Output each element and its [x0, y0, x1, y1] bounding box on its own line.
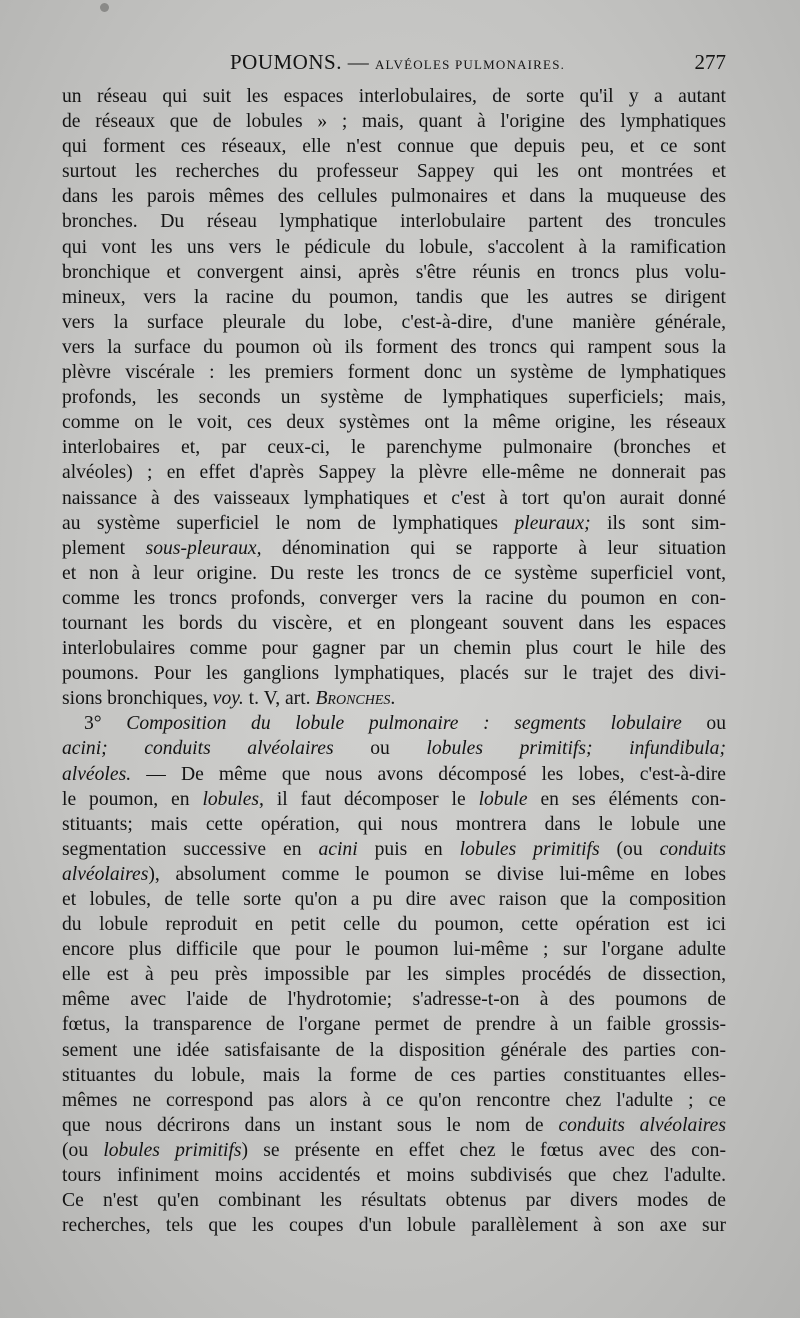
text-line: le poumon, en lobules, il faut décomposer le lobule en ses éléments con-: [62, 788, 726, 810]
text-line: alvéoles. — De même que nous avons décomposé les lobes, c'est-à-dire: [62, 763, 726, 785]
text-line: comme les troncs profonds, converger vers la racine du poumon en con-: [62, 587, 726, 609]
text-line: elle est à peu près impossible par les simples procédés de dissection,: [62, 964, 726, 986]
text-line: tours infiniment moins accidentés et moins subdivisés que chez l'adulte.: [62, 1165, 726, 1187]
text-line: profonds, les seconds un système de lymphatiques superficiels; mais,: [62, 387, 726, 409]
text-line: plement sous-pleuraux, dénomination qui se rapporte à leur situation: [62, 537, 726, 559]
text-line: interlobaires et, par ceux-ci, le parenchyme pulmonaire (bronches et: [62, 437, 726, 459]
text-line: encore plus difficile que pour le poumon lui-même ; sur l'organe adulte: [62, 939, 726, 961]
text-line: de réseaux que de lobules » ; mais, quant à l'origine des lymphatiques: [62, 111, 726, 133]
text-line: alvéolaires), absolument comme le poumon se divise lui-même en lobes: [62, 863, 726, 885]
text-line: sement une idée satisfaisante de la disposition générale des parties con-: [62, 1039, 726, 1061]
text-line: surtout les recherches du professeur Sappey qui les ont montrées et: [62, 161, 726, 183]
text-line: Ce n'est qu'en combinant les résultats obtenus par divers modes de: [62, 1190, 726, 1212]
text-line: acini; conduits alvéolaires ou lobules primitifs; infundibula;: [62, 738, 726, 760]
text-line: qui forment ces réseaux, elle n'est connue que depuis peu, et ce sont: [62, 136, 726, 158]
text-line: stituantes du lobule, mais la forme de ces parties constituantes elles-: [62, 1064, 726, 1086]
text-line: du lobule reproduit en petit celle du poumon, cette opération est ici: [62, 914, 726, 936]
body-text: [62, 84, 726, 1238]
running-title: POUMONS. — ALVÉOLES PULMONAIRES.: [230, 50, 566, 74]
text-line: interlobulaires comme pour gagner par un chemin plus court le hile des: [62, 638, 726, 660]
text-line: recherches, tels que les coupes d'un lobule parallèlement à son axe sur: [62, 1215, 726, 1237]
text-line: bronchique et convergent ainsi, après s'être réunis en troncs plus volu-: [62, 261, 726, 283]
text-line: et non à leur origine. Du reste les troncs de ce système superficiel vont,: [62, 562, 726, 584]
page-number: 277: [694, 50, 726, 74]
text-line: un réseau qui suit les espaces interlobulaires, de sorte qu'il y a autant: [62, 86, 726, 107]
text-line: comme on le voit, ces deux systèmes ont la même origine, les réseaux: [62, 412, 726, 434]
text-line: que nous décrirons dans un instant sous le nom de conduits alvéolaires: [62, 1114, 726, 1136]
text-line: au système superficiel le nom de lymphatiques pleuraux; ils sont sim-: [62, 512, 726, 534]
text-line: bronches. Du réseau lymphatique interlobulaire partent des troncules: [62, 211, 726, 233]
text-line: même avec l'aide de l'hydrotomie; s'adresse-t-on à des poumons de: [62, 989, 726, 1011]
text-line: sions bronchiques, voy. t. V, art. Bronches.: [62, 688, 396, 710]
text-line: dans les parois mêmes des cellules pulmonaires et dans la muqueuse des: [62, 186, 726, 208]
running-header: [62, 50, 726, 80]
text-line: qui vont les uns vers le pédicule du lobule, s'accolent à la ramification: [62, 236, 726, 258]
text-line: segmentation successive en acini puis en lobules primitifs (ou conduits: [62, 838, 726, 860]
text-line: tournant les bords du viscère, et en plongeant souvent dans les espaces: [62, 612, 726, 634]
text-line: stituants; mais cette opération, qui nous montrera dans le lobule une: [62, 813, 726, 835]
text-line: mineux, vers la racine du poumon, tandis que les autres se dirigent: [62, 286, 726, 308]
text-line: alvéoles) ; en effet d'après Sappey la plèvre elle-même ne donnerait pas: [62, 462, 726, 484]
text-line: (ou lobules primitifs) se présente en effet chez le fœtus avec des con-: [62, 1139, 726, 1161]
text-line: 3° Composition du lobule pulmonaire : segments lobulaire ou: [84, 713, 726, 735]
text-line: naissance à des vaisseaux lymphatiques et c'est à tort qu'on aurait donné: [62, 487, 726, 509]
text-line: vers la surface du poumon où ils forment des troncs qui rampent sous la: [62, 336, 726, 358]
text-line: vers la surface pleurale du lobe, c'est-à-dire, d'une manière générale,: [62, 311, 726, 333]
text-line: poumons. Pour les ganglions lymphatiques, placés sur le trajet des divi-: [62, 663, 726, 685]
text-line: mêmes ne correspond pas alors à ce qu'on rencontre chez l'adulte ; ce: [62, 1089, 726, 1111]
text-line: fœtus, la transparence de l'organe permet de prendre à un faible grossis-: [62, 1014, 726, 1036]
ink-spot: [100, 3, 109, 12]
text-line: plèvre viscérale : les premiers forment donc un système de lymphatiques: [62, 362, 726, 384]
text-line: et lobules, de telle sorte qu'on a pu dire avec raison que la composition: [62, 889, 726, 910]
